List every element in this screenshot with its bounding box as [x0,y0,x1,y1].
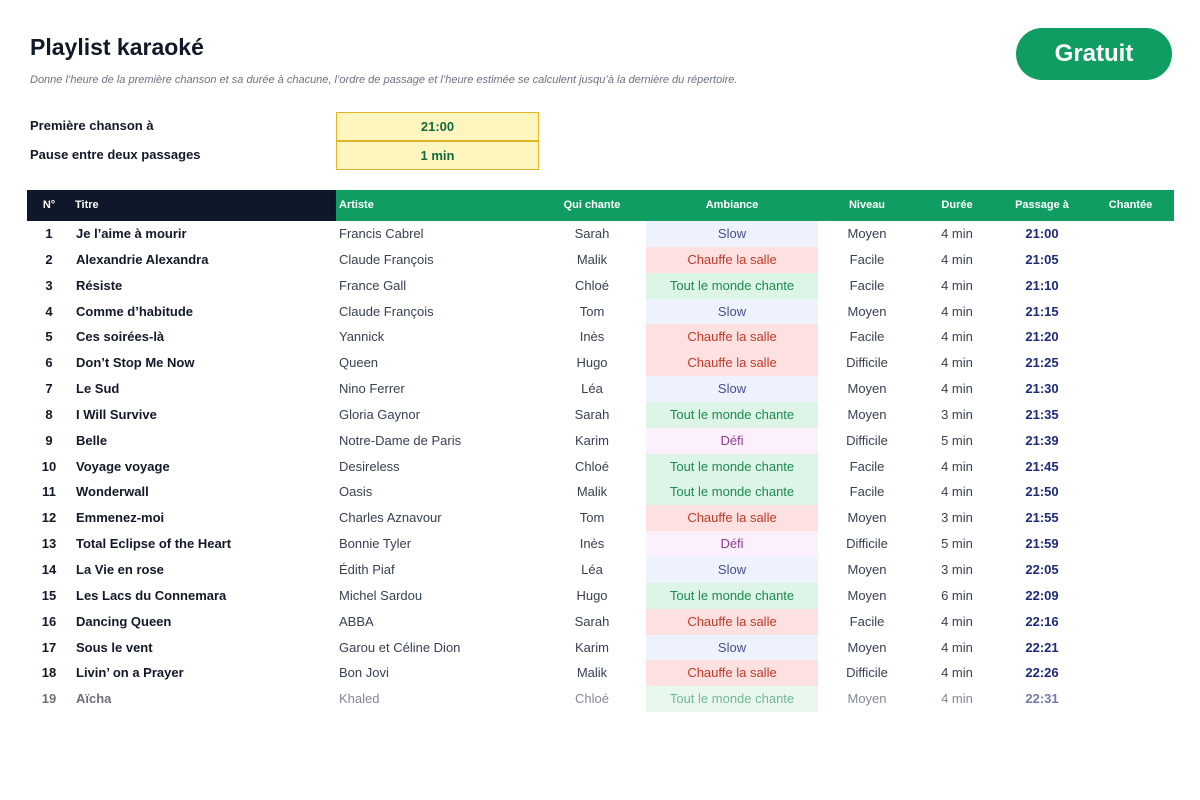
song-mood: Défi [646,531,818,557]
param-pause [30,141,540,169]
song-level: Difficile [846,536,888,552]
song-sung-cell[interactable] [1087,402,1174,428]
song-level: Facile [849,251,885,267]
song-singer: Karim [575,432,609,448]
song-mood: Tout le monde chante [646,479,818,505]
song-singer: Karim [575,639,609,655]
song-level: Facile [849,484,885,500]
free-badge: Gratuit [1016,28,1172,80]
song-level: Moyen [847,226,887,241]
song-level: Facile [849,458,885,474]
song-level: Moyen [847,381,887,397]
song-title: Dancing Queen [76,613,172,629]
song-number: 7 [45,381,53,397]
table-row [27,531,1174,557]
header-artist: Artiste [339,199,374,211]
song-artist: Michel Sardou [339,587,423,603]
song-artist: Garou et Céline Dion [339,639,461,655]
song-title: Je l’aime à mourir [76,226,187,241]
header-level: Niveau [848,199,886,211]
song-number: 9 [45,432,53,448]
header-sung: Chantée [1108,199,1153,211]
song-time: 21:35 [1025,406,1059,422]
song-level: Moyen [847,561,887,577]
table-row [27,402,1174,428]
song-number: 1 [45,226,53,241]
song-mood: Tout le monde chante [646,583,818,609]
song-artist: Francis Cabrel [339,226,424,241]
table-header [27,190,1174,221]
song-sung-cell[interactable] [1087,531,1174,557]
song-singer: Inès [579,536,605,552]
song-time: 21:20 [1025,329,1059,345]
song-mood: Tout le monde chante [646,402,818,428]
song-mood: Chauffe la salle [646,505,818,531]
song-artist: Claude François [339,251,434,267]
song-number: 13 [41,536,57,552]
song-singer: Chloé [575,458,609,474]
song-mood: Slow [646,635,818,661]
song-time: 21:50 [1025,484,1059,500]
song-time: 21:45 [1025,458,1059,474]
song-title: Les Lacs du Connemara [76,587,227,603]
song-sung-cell[interactable] [1087,273,1174,299]
song-title: Voyage voyage [76,458,170,474]
table-row [27,609,1174,635]
song-time: 21:39 [1025,432,1059,448]
song-number: 3 [45,277,53,293]
song-number: 17 [41,639,57,655]
song-duration: 4 min [941,613,973,629]
song-number: 5 [45,329,53,345]
song-title: Don’t Stop Me Now [76,355,195,371]
song-level: Moyen [847,587,887,603]
table-row [27,324,1174,350]
song-time: 22:26 [1025,665,1059,681]
song-mood: Chauffe la salle [646,660,818,686]
song-number: 18 [41,665,57,681]
song-level: Facile [849,277,885,293]
table-row [27,454,1174,480]
song-duration: 4 min [941,665,973,681]
song-number: 10 [41,458,57,474]
song-artist: ABBA [339,613,374,629]
song-duration: 4 min [941,226,973,241]
song-singer: Léa [581,561,603,577]
table-row [27,428,1174,454]
song-mood: Chauffe la salle [646,609,818,635]
param-first-song-label: Première chanson à [30,118,154,133]
song-artist: Oasis [339,484,373,500]
song-duration: 6 min [941,587,973,603]
song-sung-cell[interactable] [1087,635,1174,661]
song-singer: Chloé [575,691,609,707]
song-mood: Tout le monde chante [646,686,818,712]
song-duration: 3 min [941,561,973,577]
header-singer: Qui chante [563,199,621,211]
header-duration: Durée [941,199,973,211]
song-singer: Léa [581,381,603,397]
header-num: N° [42,199,56,211]
song-time: 22:05 [1025,561,1059,577]
song-duration: 4 min [941,355,973,371]
song-level: Moyen [847,303,887,319]
song-singer: Hugo [576,587,608,603]
song-sung-cell[interactable] [1087,479,1174,505]
song-singer: Sarah [574,613,610,629]
song-singer: Hugo [576,355,608,371]
param-first-song-input[interactable]: 21:00 [336,112,539,141]
song-number: 12 [41,510,57,526]
song-title: Le Sud [76,381,120,397]
playlist-table-body [27,221,1174,712]
song-sung-cell[interactable] [1087,505,1174,531]
table-row [27,686,1174,712]
song-sung-cell[interactable] [1087,583,1174,609]
song-singer: Chloé [575,277,609,293]
song-mood: Slow [646,299,818,325]
song-level: Difficile [846,432,888,448]
song-artist: Charles Aznavour [339,510,442,526]
table-row [27,583,1174,609]
song-artist: Édith Piaf [339,561,395,577]
param-pause-input[interactable]: 1 min [336,141,539,170]
song-artist: Gloria Gaynor [339,406,420,422]
song-artist: Yannick [339,329,385,345]
song-artist: France Gall [339,277,407,293]
song-sung-cell[interactable] [1087,350,1174,376]
song-mood: Slow [646,221,818,247]
song-singer: Tom [579,510,605,526]
song-time: 21:59 [1025,536,1059,552]
song-number: 11 [42,484,56,500]
song-title: Alexandrie Alexandra [76,251,209,267]
song-time: 21:10 [1025,277,1059,293]
song-level: Difficile [846,355,888,371]
song-title: Sous le vent [76,639,153,655]
song-time: 21:25 [1025,355,1059,371]
song-sung-cell[interactable] [1087,557,1174,583]
song-artist: Bonnie Tyler [339,536,412,552]
song-duration: 4 min [941,277,973,293]
song-number: 2 [45,251,53,267]
song-title: Comme d’habitude [76,303,194,319]
table-header-dark-band [27,190,336,221]
song-sung-cell[interactable] [1087,660,1174,686]
song-singer: Malik [576,251,608,267]
param-first-song [30,112,540,140]
song-sung-cell[interactable] [1087,609,1174,635]
song-duration: 4 min [941,303,973,319]
song-mood: Slow [646,557,818,583]
song-title: Aïcha [76,691,112,707]
song-artist: Queen [339,355,379,371]
song-mood: Tout le monde chante [646,273,818,299]
song-duration: 5 min [941,432,973,448]
song-number: 14 [41,561,57,577]
song-sung-cell[interactable] [1087,454,1174,480]
song-duration: 5 min [941,536,973,552]
song-level: Difficile [846,665,888,681]
song-title: La Vie en rose [76,561,164,577]
table-row [27,660,1174,686]
song-singer: Tom [579,303,605,319]
song-sung-cell[interactable] [1087,247,1174,273]
table-row [27,247,1174,273]
song-title: Total Eclipse of the Heart [76,536,232,552]
table-row [27,505,1174,531]
song-title: Ces soirées-là [76,329,165,345]
song-time: 22:09 [1025,587,1059,603]
song-artist: Bon Jovi [339,665,389,681]
song-artist: Khaled [339,691,380,707]
table-row [27,299,1174,325]
song-artist: Desireless [339,458,400,474]
song-title: I Will Survive [76,406,157,422]
table-row [27,350,1174,376]
song-sung-cell[interactable] [1087,428,1174,454]
song-mood: Défi [646,428,818,454]
song-level: Moyen [847,406,887,422]
song-number: 8 [45,406,53,422]
table-row [27,635,1174,661]
song-time: 21:15 [1025,303,1059,319]
song-level: Facile [849,613,885,629]
song-number: 16 [41,613,57,629]
song-singer: Malik [576,484,608,500]
song-singer: Malik [576,665,608,681]
header-mood: Ambiance [705,199,759,211]
song-title: Livin’ on a Prayer [76,665,184,681]
song-mood: Slow [646,376,818,402]
song-title: Emmenez-moi [76,510,165,526]
song-sung-cell[interactable] [1087,686,1174,712]
song-time: 21:55 [1025,510,1059,526]
table-row [27,479,1174,505]
song-duration: 4 min [941,381,973,397]
song-level: Facile [849,329,885,345]
song-sung-cell[interactable] [1087,324,1174,350]
song-singer: Inès [579,329,605,345]
song-sung-cell[interactable] [1087,221,1174,247]
table-row [27,557,1174,583]
song-sung-cell[interactable] [1087,299,1174,325]
song-time: 22:16 [1025,613,1059,629]
table-row [27,273,1174,299]
song-number: 19 [41,691,57,707]
song-duration: 4 min [941,639,973,655]
header-time: Passage à [1015,199,1069,211]
song-time: 21:30 [1025,381,1059,397]
song-time: 22:31 [1025,691,1059,707]
song-number: 4 [45,303,53,319]
song-duration: 4 min [941,251,973,267]
page-title: Playlist karaoké [30,34,204,60]
song-number: 15 [41,587,57,603]
header-title: Titre [75,199,99,211]
table-row [27,376,1174,402]
song-title: Belle [76,432,108,448]
song-duration: 3 min [941,510,973,526]
song-mood: Chauffe la salle [646,324,818,350]
song-duration: 4 min [941,691,973,707]
song-time: 22:21 [1025,639,1059,655]
song-singer: Sarah [574,226,610,241]
song-level: Moyen [847,639,887,655]
song-time: 21:05 [1025,251,1059,267]
song-level: Moyen [847,691,887,707]
song-artist: Nino Ferrer [339,381,405,397]
song-singer: Sarah [574,406,610,422]
song-artist: Claude François [339,303,434,319]
song-duration: 4 min [941,484,973,500]
song-duration: 4 min [941,458,973,474]
song-mood: Chauffe la salle [646,247,818,273]
song-level: Moyen [847,510,887,526]
song-duration: 4 min [941,329,973,345]
song-time: 21:00 [1025,226,1059,241]
song-number: 6 [45,355,53,371]
song-mood: Chauffe la salle [646,350,818,376]
param-pause-label: Pause entre deux passages [30,147,201,162]
song-duration: 3 min [941,406,973,422]
song-title: Wonderwall [76,484,149,500]
song-artist: Notre-Dame de Paris [339,432,462,448]
song-mood: Tout le monde chante [646,454,818,480]
page-subtitle: Donne l’heure de la première chanson et sa durée à chacune, l’ordre de passage et l’heure estimée se calculent jusqu’à la dernière du répertoire. [30,74,738,86]
song-title: Résiste [76,277,123,293]
table-row [27,221,1174,247]
song-sung-cell[interactable] [1087,376,1174,402]
